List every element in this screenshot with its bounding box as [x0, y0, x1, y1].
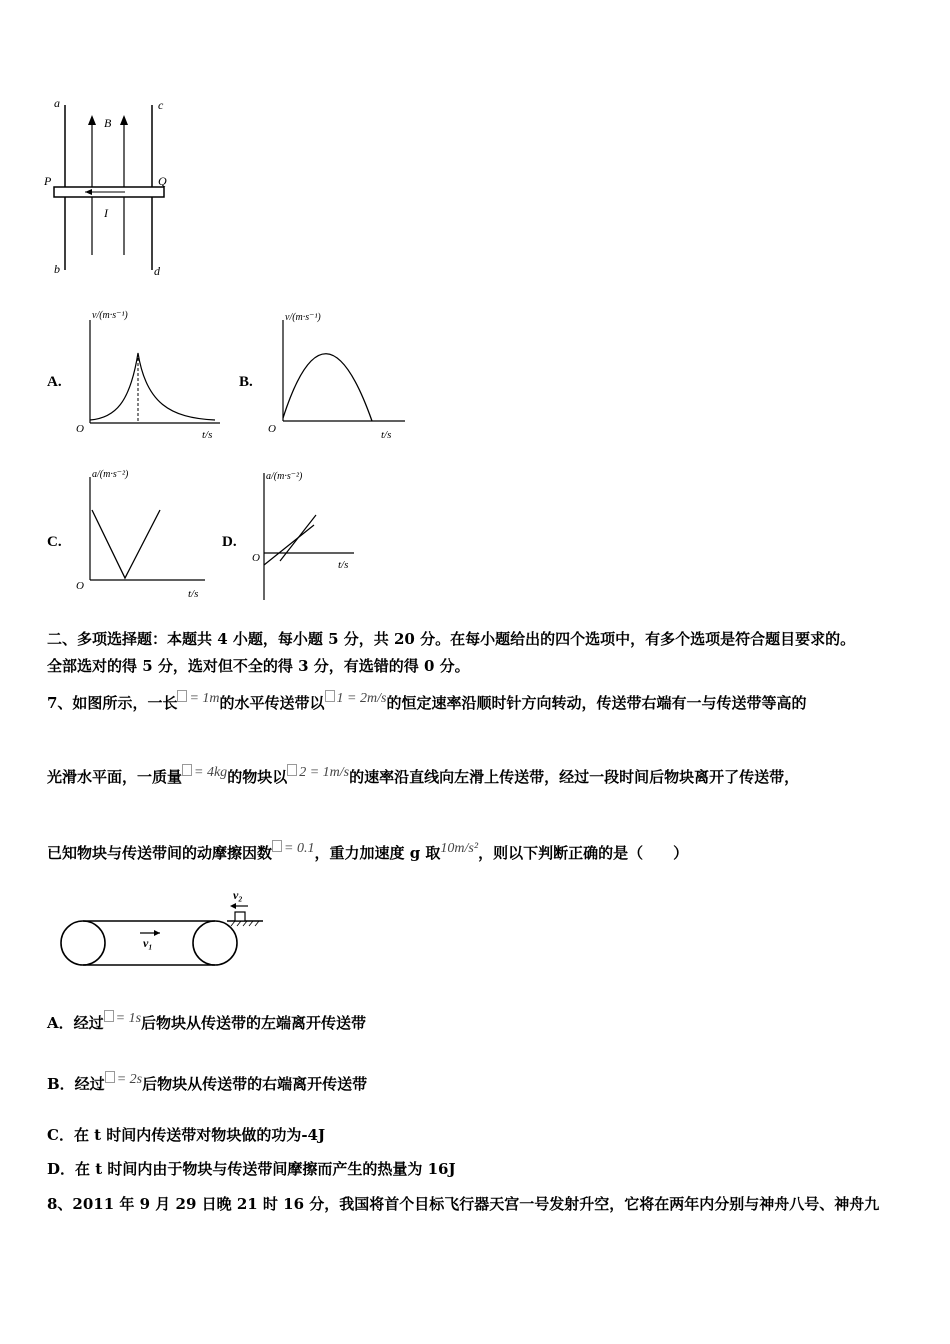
q8-line1: 8、2011 年 9 月 29 日晚 21 时 16 分，我国将首个目标飞行器天宫一号发射升空，它将在两年内分别与神舟八号、神舟九: [47, 1195, 880, 1213]
graph-a-label: A.: [47, 374, 62, 390]
label-d: d: [154, 264, 160, 278]
graph-d-origin: O: [252, 552, 260, 564]
q7-option-c: C．在 t 时间内传送带对物块做的功为-4J: [47, 1126, 326, 1144]
q7-l3c: ，则以下判断正确的是（ ）: [478, 844, 689, 862]
graph-b-xlabel: t/s: [381, 429, 392, 441]
graph-d-xlabel: t/s: [338, 559, 349, 571]
q7-l3b: ，重力加速度 g 取: [314, 844, 441, 862]
graph-d: [246, 465, 366, 605]
placeholder-icon: [182, 764, 192, 776]
graph-c-ylabel: a/(m·s⁻²): [92, 469, 129, 480]
label-c: c: [158, 98, 164, 112]
q7-option-a-pre: A．经过: [47, 1014, 104, 1032]
label-B: B: [104, 116, 112, 130]
graph-c: [70, 465, 220, 605]
q7-l3m1: = 0.1: [284, 841, 315, 856]
placeholder-icon: [177, 690, 187, 702]
q7-option-d: D．在 t 时间内由于物块与传送带间摩擦而产生的热量为 16J: [47, 1160, 456, 1178]
q7-line1: [47, 692, 806, 713]
q7-l1c: 的恒定速率沿顺时针方向转动，传送带右端有一与传送带等高的: [386, 694, 807, 712]
graph-c-label: C.: [47, 534, 62, 550]
q7-option-b-math: = 2s: [116, 1072, 143, 1087]
label-a: a: [54, 96, 60, 110]
graph-d-ylabel: a/(m·s⁻²): [266, 471, 303, 482]
placeholder-icon: [105, 1071, 115, 1083]
q7-line2: [47, 766, 799, 787]
label-I: I: [104, 206, 108, 220]
belt-v1: v₁: [143, 936, 153, 950]
q7-l1b: 的水平传送带以: [219, 694, 325, 712]
graph-a-ylabel: v/(m·s⁻¹): [92, 310, 128, 321]
q7-option-a-post: 后物块从传送带的左端离开传送带: [141, 1014, 367, 1032]
label-Q: Q: [158, 174, 167, 188]
q7-l3a: 已知物块与传送带间的动摩擦因数: [47, 844, 273, 862]
placeholder-icon: [325, 690, 335, 702]
graph-a: [70, 308, 230, 443]
placeholder-icon: [287, 764, 297, 776]
rails-figure: [40, 95, 190, 280]
q7-option-a: [47, 1012, 366, 1033]
graph-c-xlabel: t/s: [188, 588, 199, 600]
graph-b: [265, 308, 415, 443]
graph-a-origin: O: [76, 423, 84, 435]
q7-l2a: 光滑水平面，一质量: [47, 768, 183, 786]
q7-l2c: 的速率沿直线向左滑上传送带，经过一段时间后物块离开了传送带，: [349, 768, 800, 786]
q7-l1m1: = 1m: [189, 691, 220, 706]
placeholder-icon: [272, 840, 282, 852]
graph-c-origin: O: [76, 580, 84, 592]
graph-b-origin: O: [268, 423, 276, 435]
section2-line1: 二、多项选择题：本题共 4 小题，每小题 5 分，共 20 分。在每小题给出的四个选项中，有多个选项是符合题目要求的。: [47, 630, 856, 648]
q7-option-a-math: = 1s: [115, 1011, 142, 1026]
q7-l1a: 7、如图所示，一长: [47, 694, 178, 712]
q7-line3: [47, 842, 688, 863]
label-P: P: [44, 174, 52, 188]
graph-b-label: B.: [239, 374, 253, 390]
q7-l2m1: = 4kg: [194, 765, 228, 780]
belt-v2: v₂: [233, 888, 243, 902]
graph-d-label: D.: [222, 534, 237, 550]
q7-l2b: 的物块以: [227, 768, 288, 786]
graph-b-ylabel: v/(m·s⁻¹): [285, 312, 321, 323]
q7-option-b-pre: B．经过: [47, 1075, 105, 1093]
label-b: b: [54, 262, 60, 276]
q7-option-b: [47, 1073, 367, 1094]
section2-line2: 全部选对的得 5 分，选对但不全的得 3 分，有选错的得 0 分。: [47, 657, 470, 675]
graph-a-xlabel: t/s: [202, 429, 213, 441]
q7-l2m2: 2 = 1m/s: [299, 765, 350, 780]
q7-l3m2: 10m/s²: [440, 841, 479, 856]
q7-l1m2: 1 = 2m/s: [336, 691, 387, 706]
q7-option-b-post: 后物块从传送带的右端离开传送带: [142, 1075, 368, 1093]
placeholder-icon: [104, 1010, 114, 1022]
conveyor-belt-figure: [55, 883, 270, 973]
